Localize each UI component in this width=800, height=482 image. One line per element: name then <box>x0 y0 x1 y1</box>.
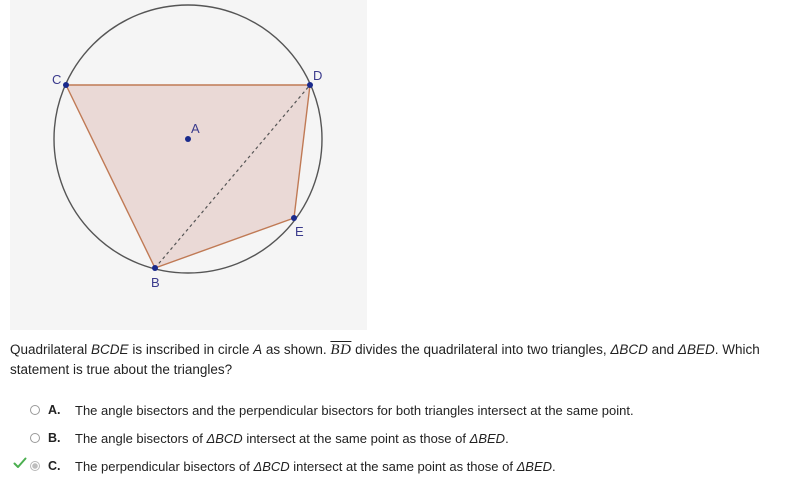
figure-canvas <box>10 0 367 330</box>
point-e <box>291 215 297 221</box>
point-c <box>63 82 69 88</box>
question-text: and <box>647 342 678 357</box>
choice-text-c <box>75 459 556 474</box>
triangle-label: ΔBCD <box>206 430 243 446</box>
checkmark-icon <box>13 456 27 470</box>
radio-button-b[interactable] <box>30 433 40 443</box>
point-a <box>185 136 191 142</box>
question-text: Quadrilateral <box>10 342 92 357</box>
choice-letter-b: B. <box>48 431 61 445</box>
choice-letter-c: C. <box>48 459 61 473</box>
triangle-bed-label: ΔBED <box>677 342 715 357</box>
choice-text-part: intersect at the same point as those of <box>242 430 470 446</box>
radio-button-c[interactable] <box>30 461 40 471</box>
question-text: divides the quadrilateral into two triangles, <box>351 342 611 357</box>
label-d: D <box>313 68 323 83</box>
choice-text-part: . <box>552 458 556 474</box>
triangle-bcd-label: ΔBCD <box>610 342 648 357</box>
geometry-figure <box>10 0 367 330</box>
choice-c[interactable] <box>0 452 800 480</box>
label-a: A <box>191 121 200 136</box>
point-b <box>152 265 158 271</box>
triangle-label: ΔBED <box>469 430 506 446</box>
choice-a[interactable] <box>0 396 800 424</box>
label-b: B <box>151 275 160 290</box>
question-text: as shown. <box>262 342 331 357</box>
question-text: . Which statement is true about the triangles? <box>10 342 760 377</box>
choice-text-b <box>75 431 509 446</box>
label-c: C <box>52 72 62 87</box>
radio-button-a[interactable] <box>30 405 40 415</box>
question-prompt <box>10 340 790 379</box>
choice-b[interactable] <box>0 424 800 452</box>
quadrilateral-bcde <box>66 85 310 268</box>
choice-text-part: The perpendicular bisectors of <box>75 458 254 474</box>
segment-bd-label: $\overline{BD}$ <box>330 342 352 358</box>
label-e: E <box>295 224 304 239</box>
choice-text-part: intersect at the same point as those of <box>289 458 517 474</box>
triangle-label: ΔBCD <box>253 458 290 474</box>
choice-text-part: The angle bisectors of <box>75 430 207 446</box>
choice-text-part: . <box>505 430 509 446</box>
question-text: is inscribed in circle <box>128 342 254 357</box>
circle-name: A <box>253 342 263 357</box>
answer-choices <box>0 396 800 480</box>
choice-text-a: The angle bisectors and the perpendicular bisectors for both triangles intersect at the same point. <box>75 402 634 418</box>
quadrilateral-name: BCDE <box>91 342 129 357</box>
triangle-label: ΔBED <box>516 458 553 474</box>
choice-letter-a: A. <box>48 403 61 417</box>
